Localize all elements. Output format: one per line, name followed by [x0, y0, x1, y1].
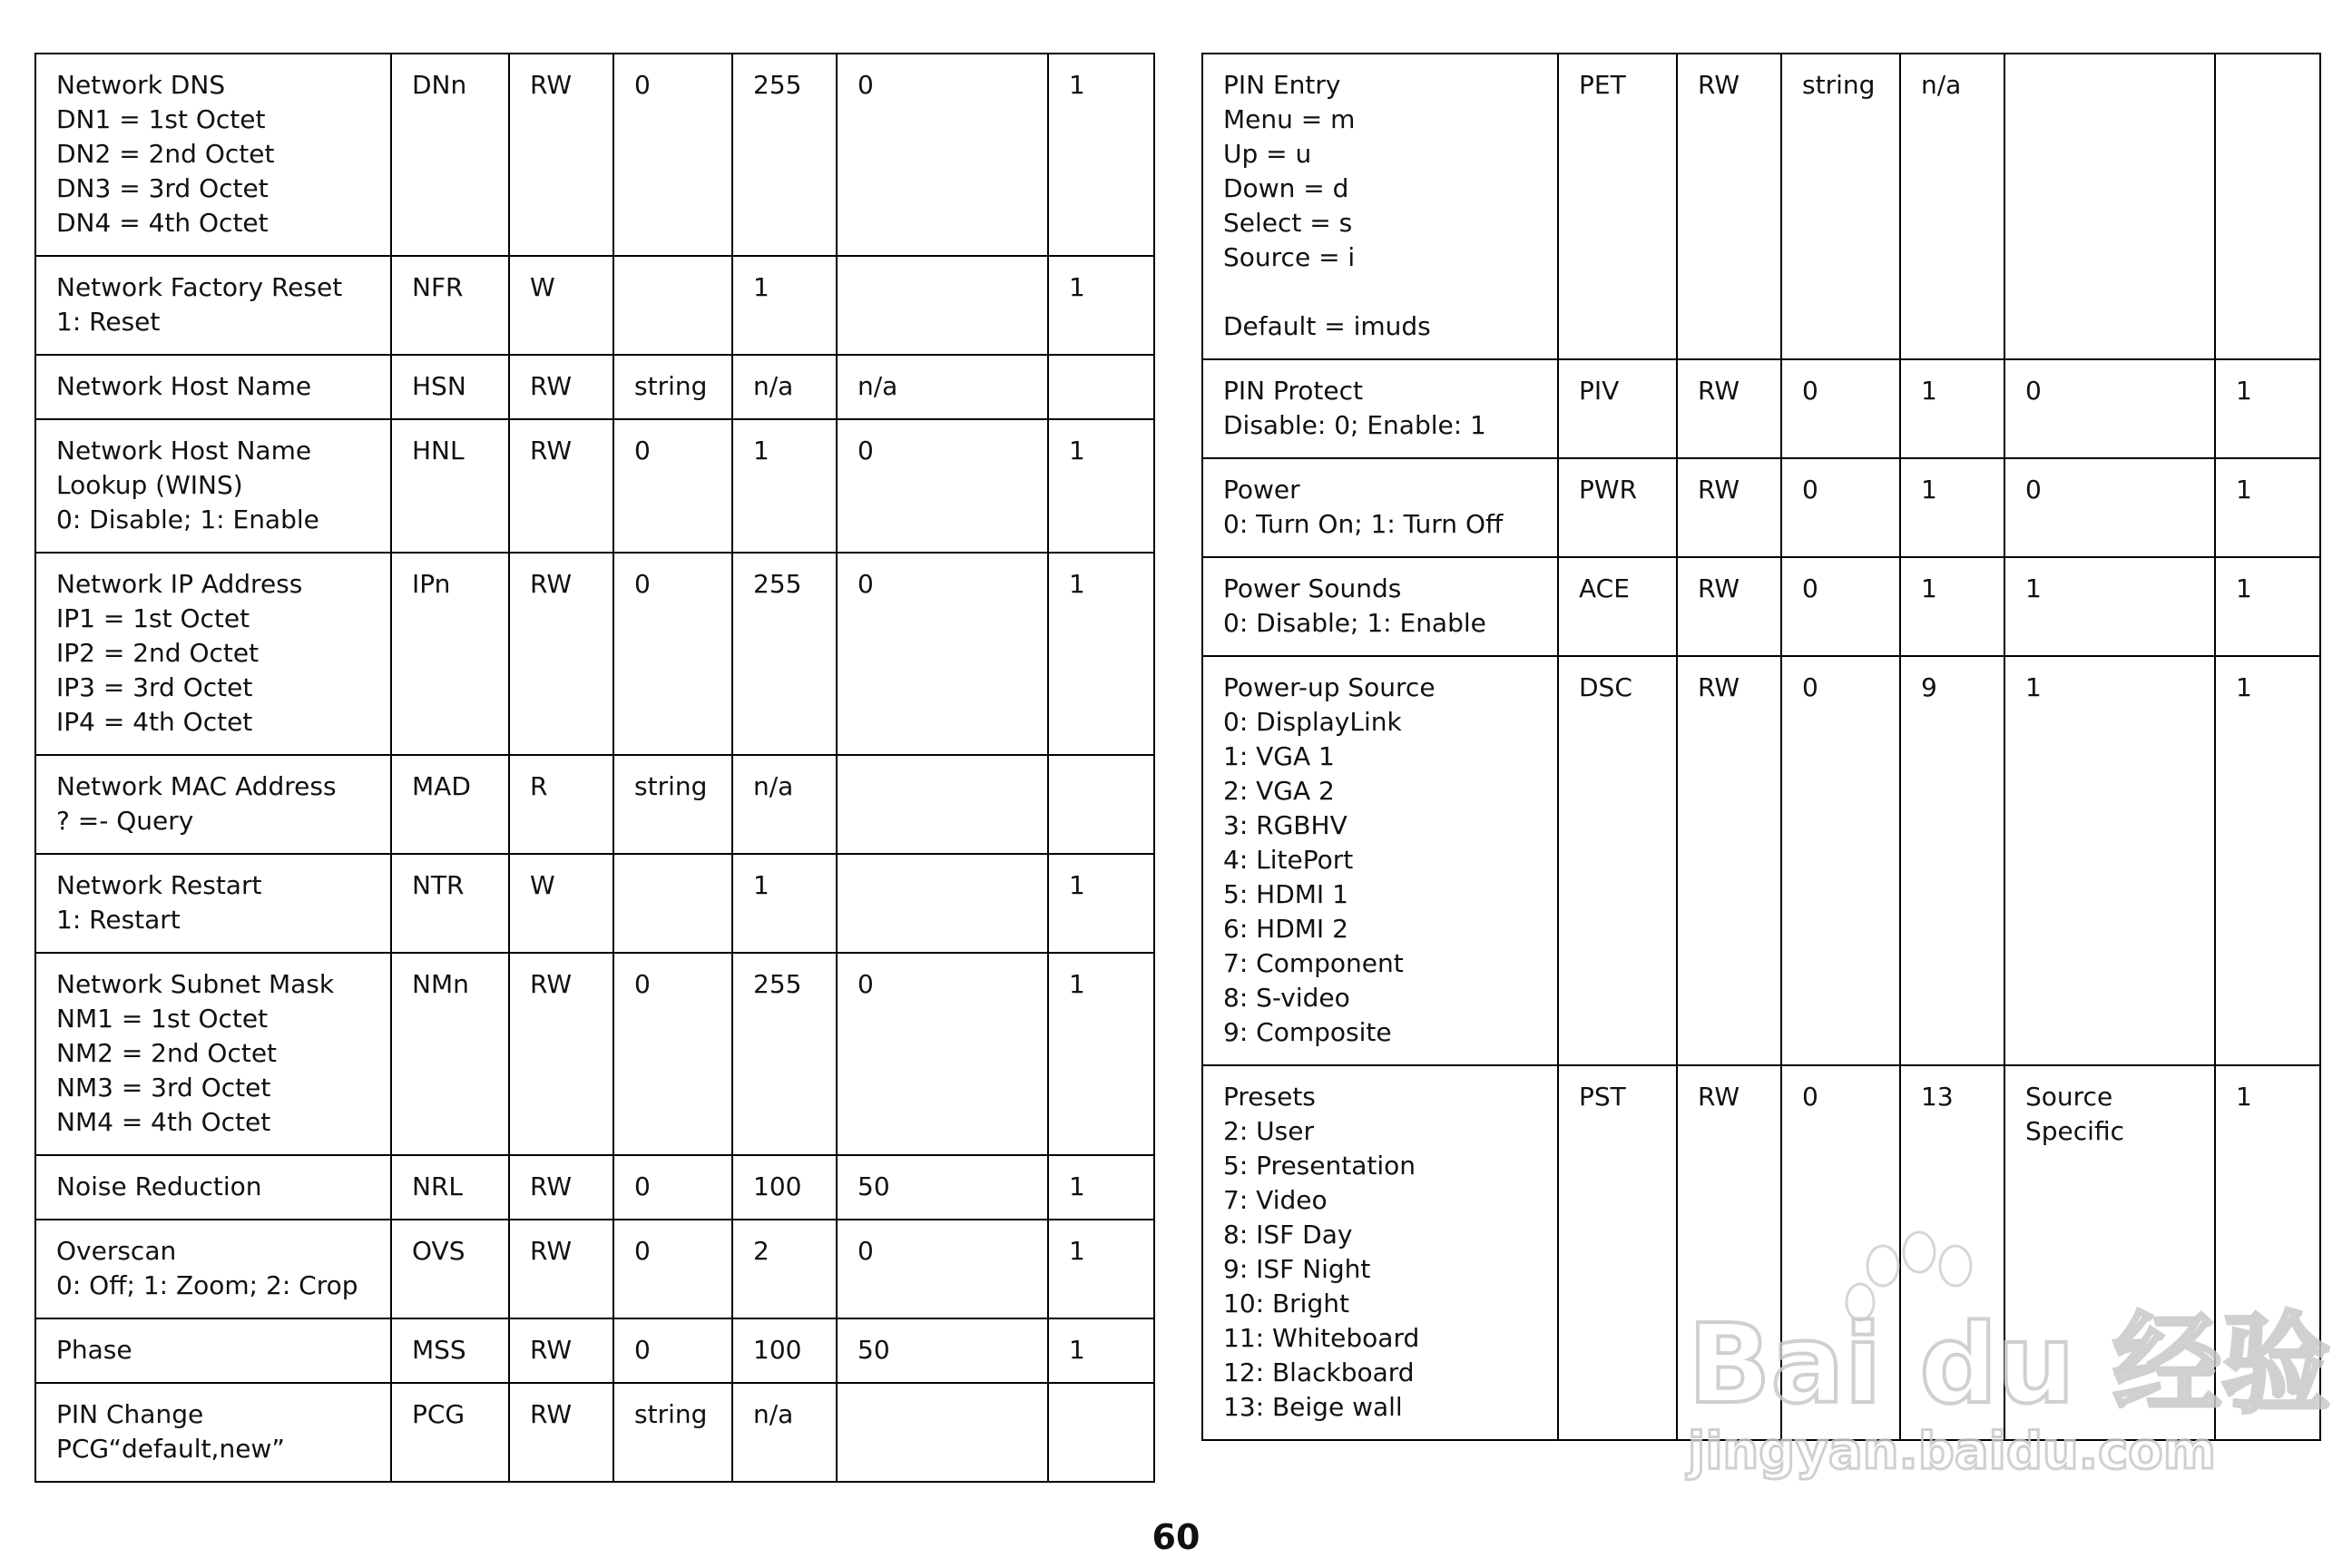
cell-description: Network MAC Address ? =- Query [35, 755, 391, 854]
cell-step [2215, 54, 2320, 359]
cell-default [837, 854, 1048, 953]
cell-min [613, 854, 732, 953]
cell-access: W [509, 256, 613, 355]
cell-access: RW [509, 953, 613, 1155]
cell-max: 1 [732, 854, 837, 953]
cell-command: PWR [1558, 458, 1677, 557]
cell-command: OVS [391, 1220, 509, 1318]
cell-default [837, 755, 1048, 854]
table-row [35, 553, 1154, 755]
cell-command: PST [1558, 1065, 1677, 1440]
table-row [35, 1155, 1154, 1220]
cell-step: 1 [1048, 1155, 1154, 1220]
cell-access: R [509, 755, 613, 854]
cell-step: 1 [1048, 419, 1154, 553]
cell-description: Presets 2: User 5: Presentation 7: Video 8: ISF Day 9: ISF Night 10: Bright 11: Whiteboard 12: Blackboard 13: Beige wall [1202, 1065, 1558, 1440]
cell-min: 0 [1781, 1065, 1900, 1440]
cell-min [613, 256, 732, 355]
cell-description: Network Host Name Lookup (WINS) 0: Disable; 1: Enable [35, 419, 391, 553]
cell-step: 1 [2215, 359, 2320, 458]
cell-step: 1 [1048, 1318, 1154, 1383]
cell-command: DNn [391, 54, 509, 256]
cell-default [837, 256, 1048, 355]
cell-access: RW [1677, 656, 1781, 1065]
cell-min: string [613, 755, 732, 854]
cell-step: 1 [1048, 553, 1154, 755]
cell-max: 1 [1900, 359, 2004, 458]
cell-command: PCG [391, 1383, 509, 1482]
cell-default: 0 [837, 54, 1048, 256]
cell-step: 1 [1048, 1220, 1154, 1318]
cell-description: Overscan 0: Off; 1: Zoom; 2: Crop [35, 1220, 391, 1318]
table-row [1202, 656, 2320, 1065]
cell-max: 1 [732, 419, 837, 553]
cell-step [1048, 755, 1154, 854]
cell-max: 9 [1900, 656, 2004, 1065]
cell-default: 50 [837, 1155, 1048, 1220]
cell-command: MSS [391, 1318, 509, 1383]
table-row [35, 419, 1154, 553]
cell-access: RW [1677, 359, 1781, 458]
cell-description: Noise Reduction [35, 1155, 391, 1220]
cell-command: HNL [391, 419, 509, 553]
command-table-right [1201, 53, 2321, 1441]
cell-access: RW [1677, 458, 1781, 557]
cell-max: n/a [732, 1383, 837, 1482]
cell-default: 0 [837, 419, 1048, 553]
cell-description: Network Restart 1: Restart [35, 854, 391, 953]
cell-min: 0 [613, 419, 732, 553]
cell-default: 0 [837, 953, 1048, 1155]
cell-description: Network Factory Reset 1: Reset [35, 256, 391, 355]
cell-command: ACE [1558, 557, 1677, 656]
table-row [35, 1383, 1154, 1482]
table-row [35, 54, 1154, 256]
cell-default: Source Specific [2004, 1065, 2215, 1440]
cell-max: 2 [732, 1220, 837, 1318]
cell-max: 255 [732, 553, 837, 755]
cell-command: NMn [391, 953, 509, 1155]
cell-command: DSC [1558, 656, 1677, 1065]
cell-min: 0 [613, 1155, 732, 1220]
cell-description: Power 0: Turn On; 1: Turn Off [1202, 458, 1558, 557]
cell-min: string [1781, 54, 1900, 359]
cell-max: n/a [732, 355, 837, 419]
table-row [1202, 359, 2320, 458]
cell-command: IPn [391, 553, 509, 755]
cell-step [1048, 1383, 1154, 1482]
watermark-url: jingyan.baidu.com [1688, 1422, 2217, 1481]
cell-step: 1 [1048, 256, 1154, 355]
table-row [35, 854, 1154, 953]
cell-access: RW [509, 1155, 613, 1220]
cell-default: 0 [837, 553, 1048, 755]
cell-max: 255 [732, 953, 837, 1155]
cell-default: 50 [837, 1318, 1048, 1383]
cell-max: 1 [1900, 458, 2004, 557]
cell-step: 1 [1048, 953, 1154, 1155]
cell-default: 0 [837, 1220, 1048, 1318]
cell-default: n/a [837, 355, 1048, 419]
cell-default [837, 1383, 1048, 1482]
cell-default: 0 [2004, 359, 2215, 458]
table-row [1202, 458, 2320, 557]
table-row [1202, 1065, 2320, 1440]
cell-max: 255 [732, 54, 837, 256]
cell-description: Power-up Source 0: DisplayLink 1: VGA 1 2: VGA 2 3: RGBHV 4: LitePort 5: HDMI 1 6: HDMI 2 7: Component 8: S-video 9: Composite [1202, 656, 1558, 1065]
cell-description: Power Sounds 0: Disable; 1: Enable [1202, 557, 1558, 656]
cell-max: n/a [732, 755, 837, 854]
cell-access: W [509, 854, 613, 953]
cell-min: 0 [1781, 458, 1900, 557]
command-table-left [34, 53, 1155, 1483]
cell-step: 1 [2215, 557, 2320, 656]
cell-min: 0 [1781, 557, 1900, 656]
cell-min: 0 [613, 1318, 732, 1383]
table-row [1202, 54, 2320, 359]
cell-default [2004, 54, 2215, 359]
cell-max: 13 [1900, 1065, 2004, 1440]
cell-access: RW [1677, 557, 1781, 656]
cell-command: PIV [1558, 359, 1677, 458]
cell-min: 0 [613, 1220, 732, 1318]
watermark-brand: Bai du 经验 [1688, 1302, 2331, 1428]
cell-description: Phase [35, 1318, 391, 1383]
cell-default: 1 [2004, 656, 2215, 1065]
cell-step: 1 [1048, 854, 1154, 953]
cell-max: 1 [732, 256, 837, 355]
cell-command: PET [1558, 54, 1677, 359]
table-row [35, 256, 1154, 355]
cell-command: NTR [391, 854, 509, 953]
cell-step: 1 [2215, 458, 2320, 557]
cell-default: 0 [2004, 458, 2215, 557]
cell-min: string [613, 1383, 732, 1482]
cell-command: MAD [391, 755, 509, 854]
cell-description: PIN Protect Disable: 0; Enable: 1 [1202, 359, 1558, 458]
cell-step: 1 [2215, 1065, 2320, 1440]
cell-min: 0 [613, 54, 732, 256]
cell-access: RW [509, 1318, 613, 1383]
cell-description: Network IP Address IP1 = 1st Octet IP2 = 2nd Octet IP3 = 3rd Octet IP4 = 4th Octet [35, 553, 391, 755]
cell-command: NFR [391, 256, 509, 355]
cell-default: 1 [2004, 557, 2215, 656]
cell-access: RW [509, 355, 613, 419]
cell-min: 0 [1781, 359, 1900, 458]
table-row [35, 1220, 1154, 1318]
cell-command: HSN [391, 355, 509, 419]
cell-description: PIN Entry Menu = m Up = u Down = d Select = s Source = i Default = imuds [1202, 54, 1558, 359]
table-row [35, 953, 1154, 1155]
cell-min: 0 [1781, 656, 1900, 1065]
table-row [1202, 557, 2320, 656]
cell-max: 100 [732, 1318, 837, 1383]
cell-description: Network Subnet Mask NM1 = 1st Octet NM2 = 2nd Octet NM3 = 3rd Octet NM4 = 4th Octet [35, 953, 391, 1155]
cell-step: 1 [2215, 656, 2320, 1065]
cell-command: NRL [391, 1155, 509, 1220]
cell-min: 0 [613, 553, 732, 755]
cell-access: RW [509, 553, 613, 755]
cell-description: Network Host Name [35, 355, 391, 419]
cell-step: 1 [1048, 54, 1154, 256]
table-row [35, 1318, 1154, 1383]
cell-min: 0 [613, 953, 732, 1155]
page-number: 60 [1152, 1517, 1200, 1557]
cell-access: RW [509, 419, 613, 553]
cell-max: n/a [1900, 54, 2004, 359]
cell-access: RW [509, 1383, 613, 1482]
cell-access: RW [509, 1220, 613, 1318]
cell-description: PIN Change PCG“default,new” [35, 1383, 391, 1482]
cell-access: RW [1677, 1065, 1781, 1440]
cell-description: Network DNS DN1 = 1st Octet DN2 = 2nd Octet DN3 = 3rd Octet DN4 = 4th Octet [35, 54, 391, 256]
cell-access: RW [1677, 54, 1781, 359]
cell-min: string [613, 355, 732, 419]
cell-max: 100 [732, 1155, 837, 1220]
cell-step [1048, 355, 1154, 419]
table-row [35, 755, 1154, 854]
cell-access: RW [509, 54, 613, 256]
cell-max: 1 [1900, 557, 2004, 656]
table-row [35, 355, 1154, 419]
